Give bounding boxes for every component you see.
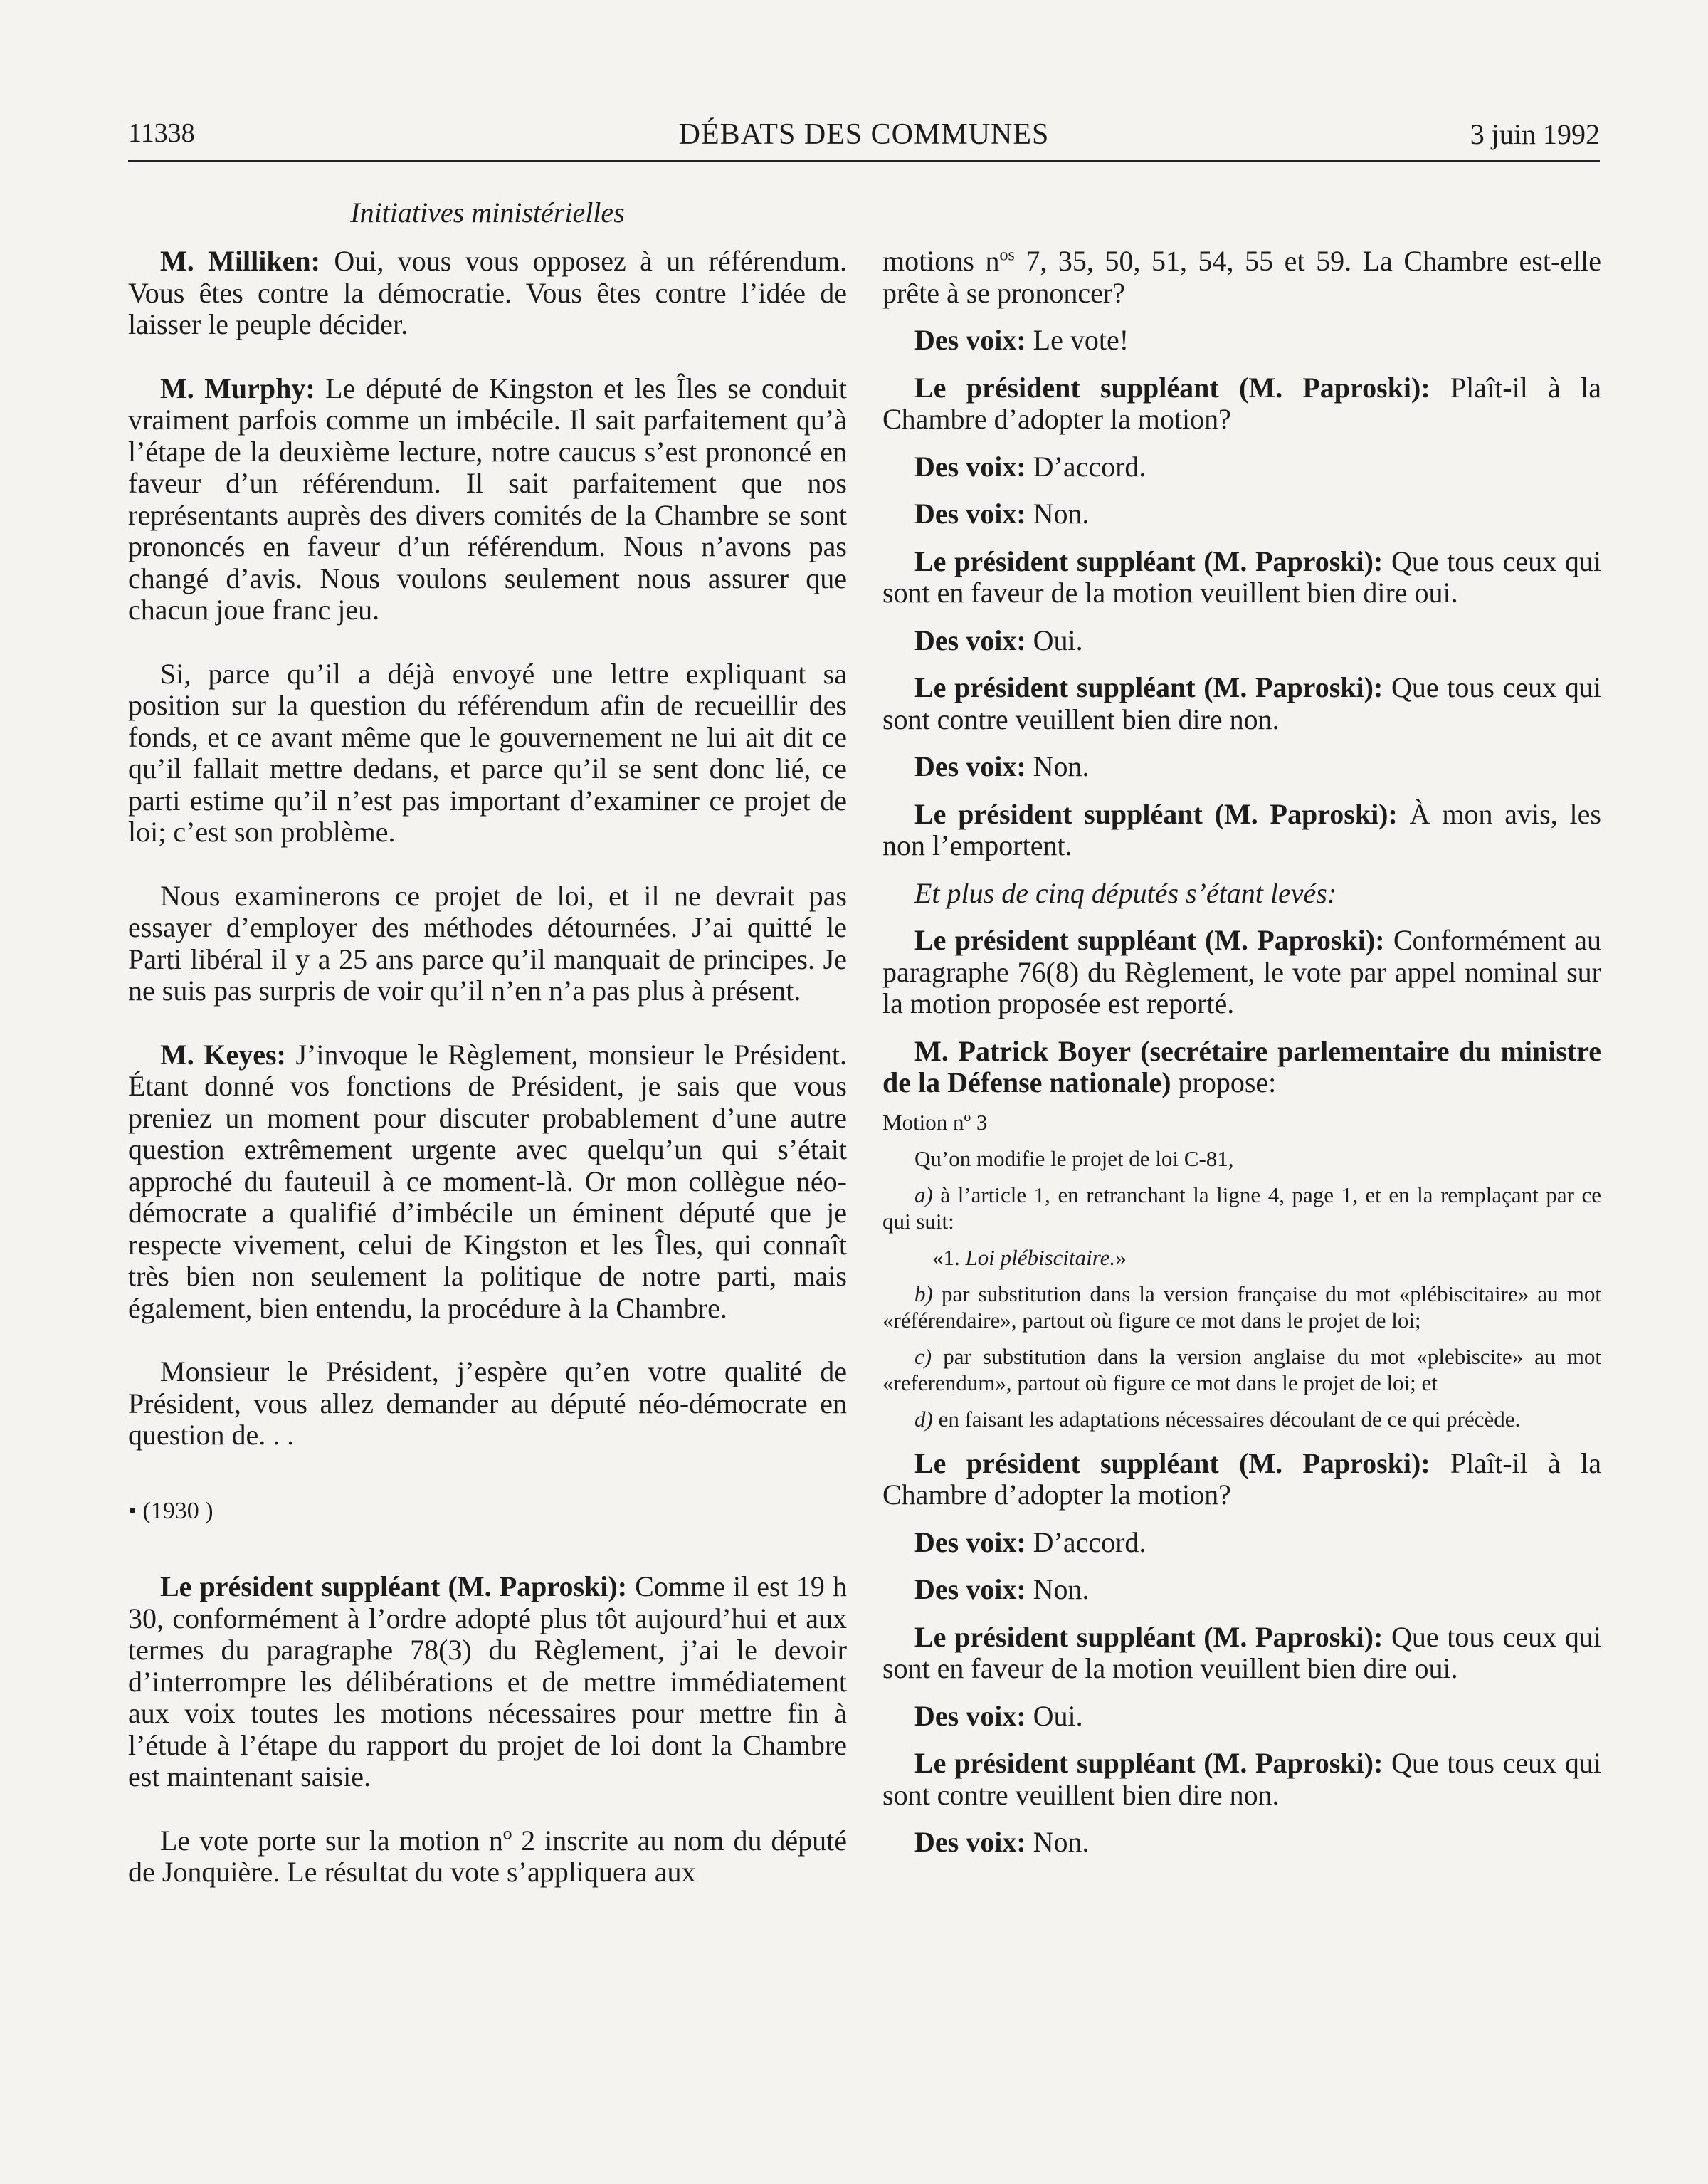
item-letter: a) [914, 1182, 933, 1207]
speech-text: J’invoque le Règlement, monsieur le Président. Étant donné vos fonctions de Président, je sais que vous preniez un moment pour discuter probablement d’une autre question extrêmement urgente avec quelqu’un qui s’était approché du fauteuil à ce moment-là. Or mon collègue néo-démocrate a qualifié d’imbécile un éminent député que je respecte vivement, celui de Kingston et les Îles, qui connaît très bien non seulement la politique de notre parti, mais également, bien entendu, la procédure à la Chambre. [128, 1038, 847, 1324]
speech-text: propose: [1171, 1066, 1277, 1098]
motion-title: Motion nº 3 [882, 1109, 988, 1135]
motion-line [882, 1406, 1601, 1432]
speaker-name: Des voix: [914, 1526, 1026, 1558]
paragraph [882, 1701, 1601, 1733]
motion-line [882, 1182, 1601, 1234]
paragraph: Si, parce qu’il a déjà envoyé une lettre expliquant sa position sur la question du référendum afin de recueillir des fonds, et ce avant même que le gouvernement ne lui ait dit ce qu’il fallait mettre dedans, et parce qu’il se sent donc lié, ce parti estime qu’il n’est pas important d’examiner ce projet de loi; c’est son problème. [128, 657, 847, 848]
page-number: 11338 [128, 118, 195, 148]
paragraph [882, 498, 1601, 530]
speech-text: Le vote! [1026, 324, 1129, 356]
paragraph [882, 1574, 1601, 1606]
paragraph [882, 1448, 1601, 1511]
speech-text: Non. [1026, 750, 1090, 782]
speech-text: Que tous ceux qui sont contre veuillent bien dire non. [882, 1747, 1601, 1811]
speaker-name: M. Patrick Boyer (secrétaire parlementaire du ministre de la Défense nationale) [882, 1034, 1601, 1098]
paragraph: Monsieur le Président, j’espère qu’en votre qualité de Président, vous allez demander au député néo-démocrate en question de. . . [128, 1355, 847, 1451]
motion-text: «1. [932, 1244, 966, 1270]
speech-text: Conformément au paragraphe 76(8) du Règlement, le vote par appel nominal sur la motion proposée est reporté. [882, 924, 1601, 1019]
paragraph [128, 1039, 847, 1325]
superscript: os [999, 246, 1015, 265]
paragraph [882, 451, 1601, 483]
speech-text: Oui, vous vous opposez à un référendum. Vous êtes contre la démocratie. Vous êtes contre l’idée de laisser le peuple décider. [128, 245, 848, 340]
stage-direction: Et plus de cinq députés s’étant levés: [914, 876, 1337, 909]
speech-text: Non. [1026, 1826, 1090, 1858]
motion-text: par substitution dans la version anglaise du mot «plebiscite» au mot «referendum», partout où figure ce mot dans le projet de loi; et [882, 1343, 1601, 1395]
right-column [882, 246, 1601, 1859]
speaker-name: Le président suppléant (M. Paproski): [914, 924, 1385, 956]
paragraph [128, 1571, 847, 1793]
paragraph [882, 1827, 1601, 1859]
page-header [128, 117, 1600, 160]
speech-text: Comme il est 19 h 30, conformément à l’ordre adopté plus tôt aujourd’hui et aux termes du paragraphe 78(3) du Règlement, j’ai le devoir d’interrompre les délibérations et de mettre immédiatement aux voix toutes les motions nécessaires pour mettre fin à l’étude à l’étape du rapport du projet de loi dont la Chambre est maintenant saisie. [128, 1570, 847, 1792]
item-letter: d) [914, 1406, 933, 1432]
motion-block [882, 1109, 1601, 1432]
paragraph: Nous examinerons ce projet de loi, et il ne devrait pas essayer d’employer des méthodes détournées. J’ai quitté le Parti libéral il y a 25 ans parce qu’il manquait de principes. Je ne suis pas surpris de voir qu’il n’en n’a pas plus à présent. [128, 879, 847, 1007]
paragraph [882, 372, 1601, 436]
paragraph [128, 373, 847, 626]
speech-text: Le député de Kingston et les Îles se conduit vraiment parfois comme un imbécile. Il sait parfaitement qu’à l’étape de la deuxième lecture, notre caucus s’est prononcé en faveur d’un référendum. Il sait parfaitement que nos représentants auprès des divers comités de la Chambre se sont prononcés en faveur d’un référendum. Nous n’avons pas changé d’avis. Nous voulons seulement nous assurer que chacun joue franc jeu. [128, 372, 847, 626]
speaker-name: Des voix: [914, 750, 1026, 782]
motion-line [882, 1244, 1601, 1271]
speaker-name: Le président suppléant (M. Paproski): [914, 1620, 1383, 1653]
motion-text: par substitution dans la version française du mot «plébiscitaire» au mot «référendaire», partout où figure ce mot dans le projet de loi; [882, 1281, 1601, 1333]
motion-line [882, 1281, 1601, 1333]
speaker-name: Le président suppléant (M. Paproski): [914, 671, 1383, 703]
speaker-name: Des voix: [914, 624, 1026, 656]
speaker-name: M. Keyes: [160, 1038, 286, 1071]
speech-text: Que tous ceux qui sont en faveur de la motion veuillent bien dire oui. [882, 545, 1601, 609]
page-date: 3 juin 1992 [1470, 118, 1600, 150]
speech-text: Non. [1026, 498, 1090, 530]
speaker-name: Le président suppléant (M. Paproski): [160, 1570, 628, 1602]
paragraph [882, 1622, 1601, 1685]
speaker-name: Le président suppléant (M. Paproski): [914, 1747, 1383, 1779]
speech-text: D’accord. [1026, 1526, 1146, 1558]
speech-text: Que tous ceux qui sont contre veuillent bien dire non. [882, 671, 1601, 735]
paragraph [882, 799, 1601, 862]
motion-text: en faisant les adaptations nécessaires découlant de ce qui précède. [932, 1406, 1521, 1432]
paragraph [882, 1748, 1601, 1811]
paragraph [882, 546, 1601, 609]
speech-text: Plaît-il à la Chambre d’adopter la motion? [882, 371, 1601, 435]
section-title: Initiatives ministérielles [350, 196, 625, 229]
paragraph [882, 672, 1601, 735]
text: 7, 35, 50, 51, 54, 55 et 59. La Chambre est-elle prête à se prononcer? [882, 245, 1602, 309]
speech-text: Oui. [1026, 624, 1083, 656]
paragraph [882, 1036, 1601, 1099]
speech-text: Plaît-il à la Chambre d’adopter la motion? [882, 1447, 1601, 1511]
left-column [128, 246, 847, 1889]
speaker-name: Des voix: [914, 498, 1026, 530]
speaker-name: M. Milliken: [160, 245, 320, 277]
speaker-name: Le président suppléant (M. Paproski): [914, 545, 1383, 577]
speech-text: Non. [1026, 1573, 1090, 1605]
paragraph [882, 751, 1601, 783]
paragraph [882, 625, 1601, 657]
header-rule [128, 160, 1600, 162]
paragraph [882, 1527, 1601, 1559]
speaker-name: Le président suppléant (M. Paproski): [914, 797, 1398, 830]
paragraph: Le vote porte sur la motion nº 2 inscrite au nom du député de Jonquière. Le résultat du vote s’appliquera aux [128, 1824, 847, 1888]
paragraph [882, 325, 1601, 357]
publication-title: DÉBATS DES COMMUNES [678, 118, 1050, 151]
speaker-name: Le président suppléant (M. Paproski): [914, 371, 1430, 404]
speech-text: Que tous ceux qui sont en faveur de la motion veuillent bien dire oui. [882, 1620, 1601, 1684]
speaker-name: Des voix: [914, 1826, 1026, 1858]
paragraph [882, 925, 1601, 1020]
time-marker: • (1930 ) [128, 1497, 214, 1524]
speech-text: D’accord. [1026, 450, 1146, 483]
motion-text: » [1115, 1244, 1127, 1270]
speech-text: À mon avis, les non l’emportent. [882, 797, 1601, 861]
text: motions n [882, 245, 1000, 277]
motion-line [882, 1343, 1601, 1396]
speaker-name: Des voix: [914, 450, 1026, 483]
motion-text: à l’article 1, en retranchant la ligne 4, page 1, et en la remplaçant par ce qui suit: [882, 1182, 1601, 1234]
motion-text: Loi plébiscitaire. [965, 1244, 1116, 1270]
speaker-name: M. Murphy: [160, 372, 315, 404]
paragraph [882, 246, 1601, 309]
speaker-name: Des voix: [914, 1699, 1026, 1732]
speech-text: Oui. [1026, 1699, 1083, 1732]
speaker-name: Des voix: [914, 1573, 1026, 1605]
speaker-name: Des voix: [914, 324, 1026, 356]
item-letter: b) [914, 1281, 933, 1306]
speaker-name: Le président suppléant (M. Paproski): [914, 1447, 1430, 1479]
item-letter: c) [914, 1343, 932, 1369]
paragraph [128, 246, 847, 341]
motion-line: Qu’on modifie le projet de loi C-81, [914, 1145, 1234, 1171]
